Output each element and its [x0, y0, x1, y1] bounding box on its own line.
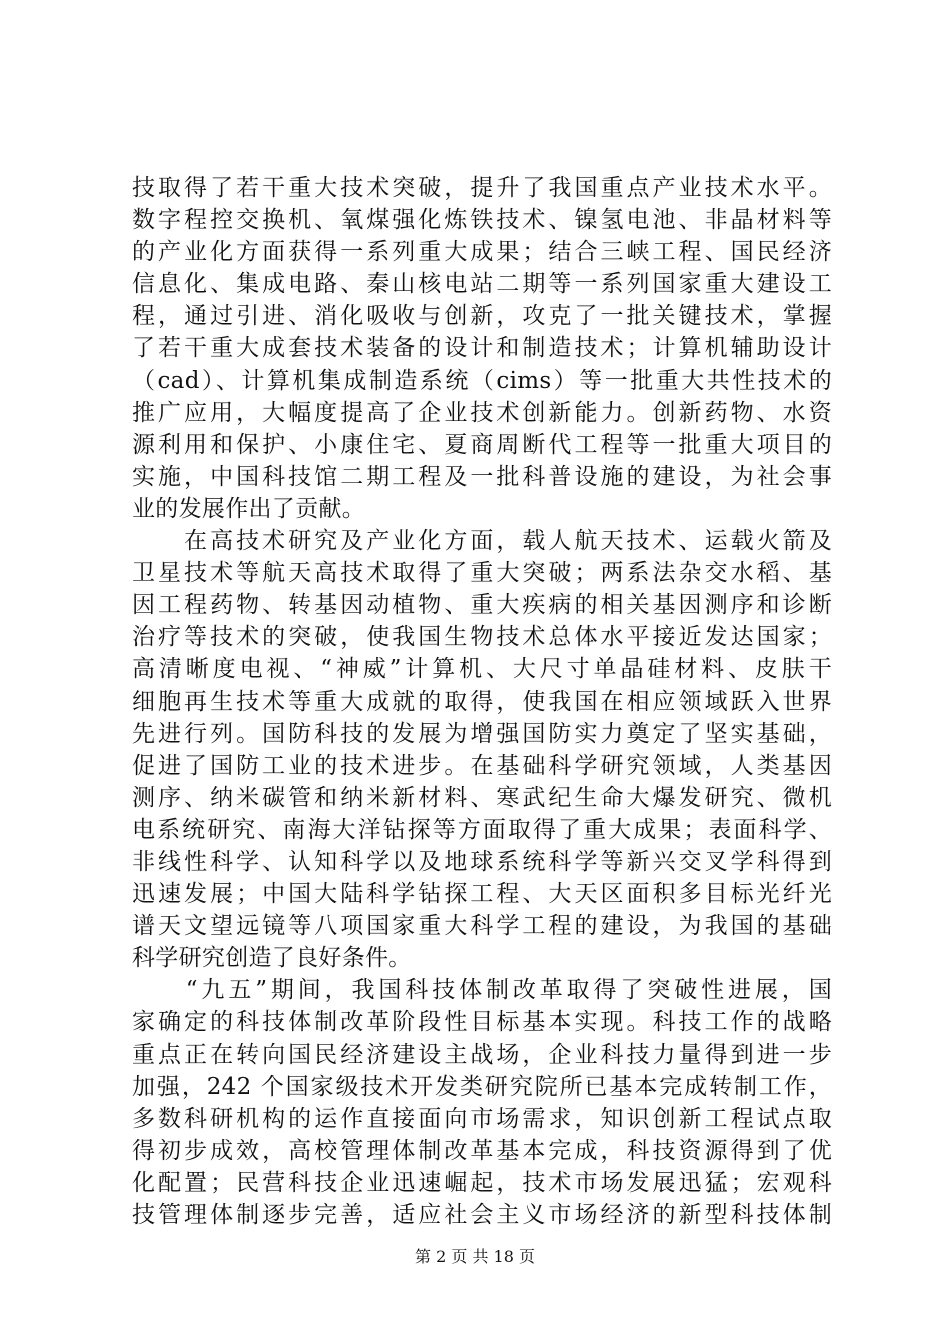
page-number-footer: 第 2 页 共 18 页	[415, 1247, 535, 1266]
text-line: 化配置；民营科技企业迅速崛起，技术市场发展迅猛；宏观科	[132, 1169, 832, 1196]
text-line: 技管理体制逐步完善，适应社会主义市场经济的新型科技体制	[132, 1202, 832, 1228]
text-line: 非线性科学、认知科学以及地球系统科学等新兴交叉学科得到	[132, 848, 832, 875]
text-line: 程，通过引进、消化吸收与创新，攻克了一批关键技术，掌握	[132, 303, 832, 330]
text-line: 加强，242 个国家级技术开发类研究院所已基本完成转制工作，	[132, 1073, 832, 1100]
text-line: 家确定的科技体制改革阶段性目标基本实现。科技工作的战略	[132, 1009, 832, 1036]
text-line: 电系统研究、南海大洋钻探等方面取得了重大成果；表面科学、	[132, 816, 832, 843]
text-line: 谱天文望远镜等八项国家重大科学工程的建设，为我国的基础	[132, 913, 832, 940]
text-line: 迅速发展；中国大陆科学钻探工程、大天区面积多目标光纤光	[132, 881, 832, 908]
text-line: 了若干重大成套技术装备的设计和制造技术；计算机辅助设计	[132, 335, 832, 362]
text-line: 治疗等技术的突破，使我国生物技术总体水平接近发达国家；	[132, 624, 832, 651]
text-line: 数字程控交换机、氧煤强化炼铁技术、镍氢电池、非晶材料等	[132, 207, 832, 234]
text-line: 先进行列。国防科技的发展为增强国防实力奠定了坚实基础，	[132, 720, 832, 747]
text-line: 业的发展作出了贡献。	[132, 495, 365, 522]
text-line: 测序、纳米碳管和纳米新材料、寒武纪生命大爆发研究、微机	[132, 784, 832, 811]
text-line: 得初步成效，高校管理体制改革基本完成，科技资源得到了优	[132, 1137, 832, 1164]
text-line: 重点正在转向国民经济建设主战场，企业科技力量得到进一步	[132, 1041, 832, 1068]
text-line: “九五”期间，我国科技体制改革取得了突破性进展，国	[132, 977, 832, 1004]
document-body	[132, 172, 832, 1231]
text-line: 高清晰度电视、“神威”计算机、大尺寸单晶硅材料、皮肤干	[132, 656, 832, 683]
text-line: 推广应用，大幅度提高了企业技术创新能力。创新药物、水资	[132, 399, 832, 426]
text-line: 源利用和保护、小康住宅、夏商周断代工程等一批重大项目的	[132, 431, 832, 458]
text-line: 技取得了若干重大技术突破，提升了我国重点产业技术水平。	[132, 175, 832, 201]
text-line: 在高技术研究及产业化方面，载人航天技术、运载火箭及	[132, 528, 832, 555]
text-line: 科学研究创造了良好条件。	[132, 945, 412, 972]
text-line: 信息化、集成电路、秦山核电站二期等一系列国家重大建设工	[132, 271, 832, 298]
text-line: 多数科研机构的运作直接面向市场需求，知识创新工程试点取	[132, 1105, 832, 1132]
text-line: 实施，中国科技馆二期工程及一批科普设施的建设，为社会事	[132, 463, 832, 490]
text-line: （cad）、计算机集成制造系统（cims）等一批重大共性技术的	[132, 367, 832, 394]
text-line: 的产业化方面获得一系列重大成果；结合三峡工程、国民经济	[132, 239, 832, 266]
text-line: 卫星技术等航天高技术取得了重大突破；两系法杂交水稻、基	[132, 560, 832, 587]
text-line: 因工程药物、转基因动植物、重大疾病的相关基因测序和诊断	[132, 592, 832, 619]
text-line: 促进了国防工业的技术进步。在基础科学研究领域，人类基因	[132, 752, 832, 779]
text-line: 细胞再生技术等重大成就的取得，使我国在相应领域跃入世界	[132, 688, 832, 715]
